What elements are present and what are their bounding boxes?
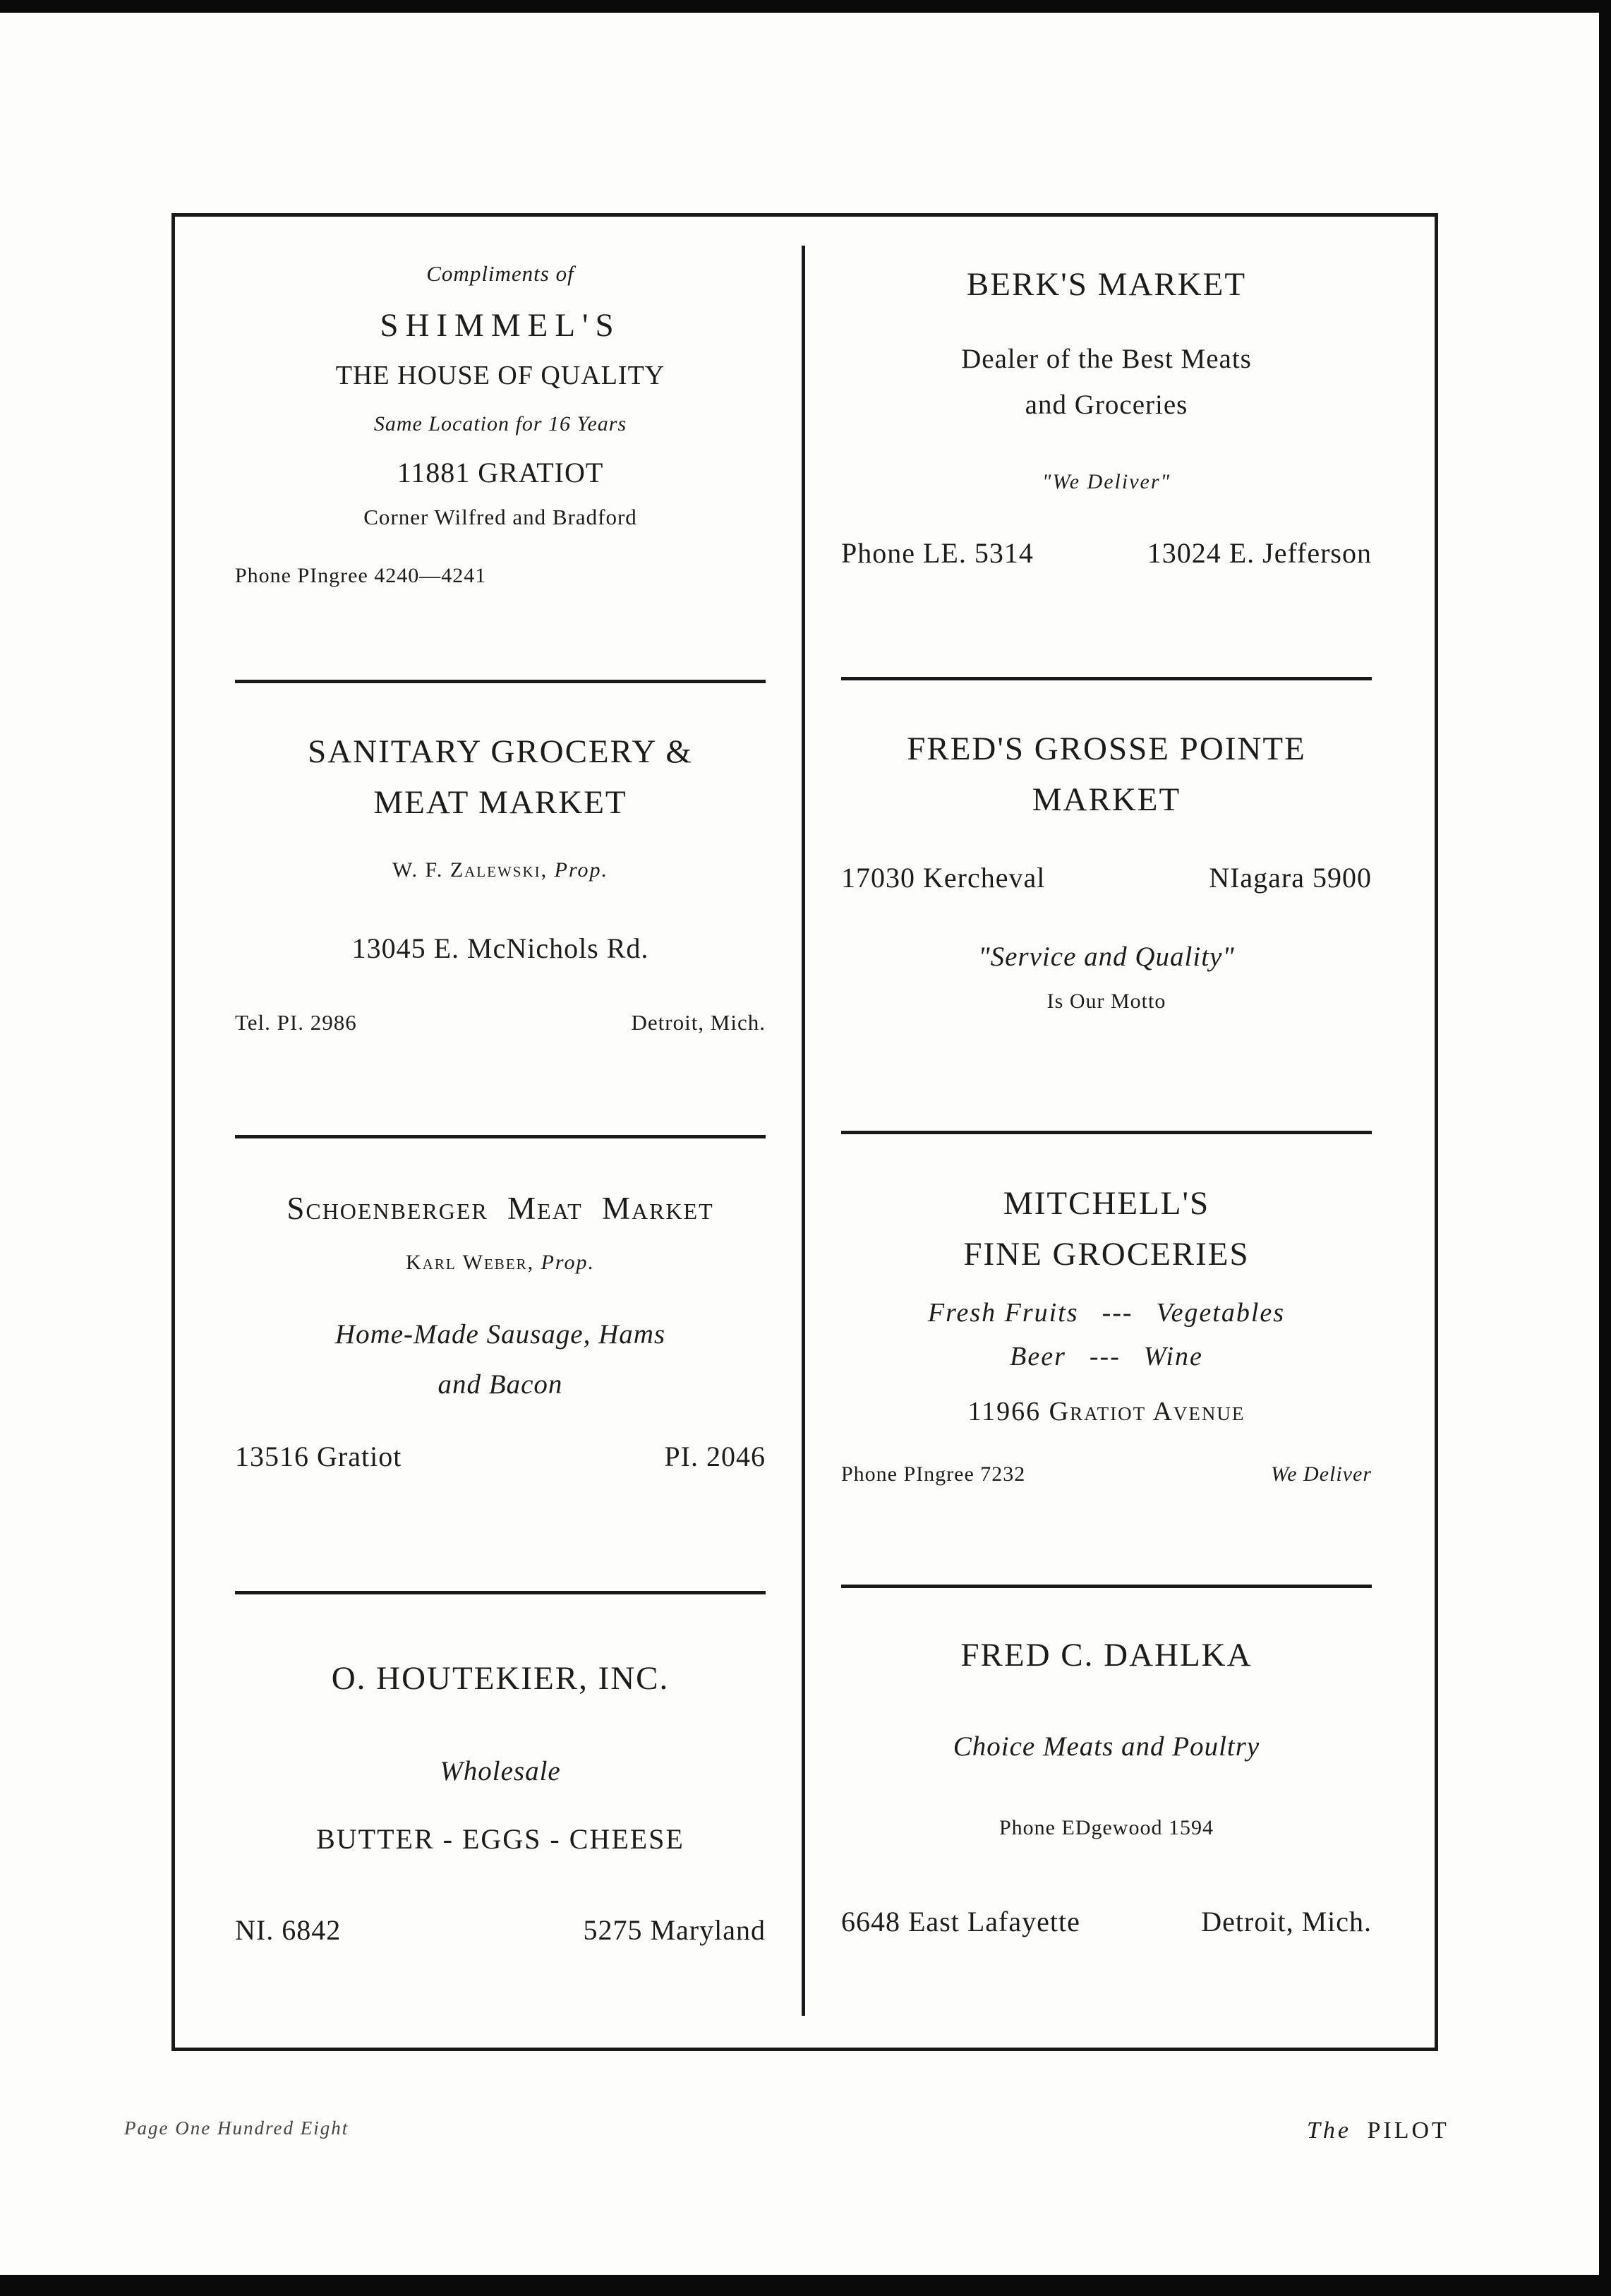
yearbook-page (0, 13, 1599, 2275)
ad-title: SANITARY GROCERY & (308, 733, 693, 770)
ad-phone: Phone PIngree 7232 (841, 1462, 1026, 1486)
ad-title: O. HOUTEKIER, INC. (331, 1660, 670, 1697)
ad-separator (841, 677, 1372, 680)
item-wine: Wine (1143, 1342, 1203, 1371)
ad-address: 13516 Gratiot (235, 1441, 402, 1472)
ad-items-row2 (841, 1341, 1372, 1372)
ad-items-row1 (841, 1297, 1372, 1328)
prop-name: W. F. Zalewski, (392, 858, 548, 882)
page-number: Page One Hundred Eight (124, 2117, 349, 2139)
ad-phone: Phone EDgewood 1594 (999, 1816, 1214, 1839)
ad-separator (841, 1131, 1372, 1134)
ad-separator (841, 1585, 1372, 1588)
ad-title: SHIMMEL'S (380, 307, 621, 344)
ad-mitchells (841, 1184, 1372, 1486)
ad-footer-row (235, 1913, 766, 1947)
ad-address: 5275 Maryland (583, 1914, 766, 1946)
ad-motto-line2: Is Our Motto (1046, 990, 1166, 1013)
ad-title: BERK'S MARKET (966, 266, 1247, 303)
ad-address: 13045 E. McNichols Rd. (351, 932, 649, 964)
ad-houtekier (235, 1659, 766, 1947)
ad-title: FRED'S GROSSE POINTE (907, 731, 1306, 767)
ad-schoenberger (235, 1190, 766, 1473)
ad-desc: Home-Made Sausage, Hams (334, 1319, 666, 1350)
prop-title: Prop. (554, 858, 609, 882)
column-divider (802, 246, 805, 2016)
ad-freds (841, 730, 1372, 1014)
ad-products: BUTTER - EGGS - CHEESE (316, 1823, 684, 1855)
ad-phone: NI. 6842 (235, 1914, 342, 1946)
ad-dahlka (841, 1636, 1372, 1938)
ad-sanitary (235, 733, 766, 1035)
ad-separator (235, 1135, 766, 1138)
ad-proprietor (235, 1251, 766, 1275)
ad-phone: Phone LE. 5314 (841, 537, 1034, 569)
ad-motto: "Service and Quality" (978, 942, 1235, 972)
ad-title: MITCHELL'S (1003, 1185, 1210, 1222)
item-separator: --- (1089, 1342, 1121, 1371)
ad-desc: Dealer of the Best Meats (961, 344, 1252, 374)
ad-footer-row (841, 1462, 1372, 1486)
ad-desc: Choice Meats and Poultry (953, 1731, 1260, 1762)
ad-proprietor (235, 858, 766, 882)
publication-name (1307, 2117, 1449, 2144)
ad-city: Detroit, Mich. (1201, 1906, 1372, 1937)
ad-corner: Corner Wilfred and Bradford (363, 505, 637, 529)
ad-footer-row (841, 536, 1372, 570)
ad-desc-line2: and Groceries (1025, 390, 1188, 420)
publication-the: The (1307, 2117, 1351, 2144)
ad-separator (235, 1591, 766, 1594)
ad-separator (235, 680, 766, 683)
ad-since: Same Location for 16 Years (373, 412, 627, 435)
item-beer: Beer (1010, 1342, 1066, 1371)
ad-address: 11881 GRATIOT (397, 457, 604, 488)
item-vegetables: Vegetables (1156, 1298, 1286, 1328)
ad-contact-row (841, 861, 1372, 894)
item-separator: --- (1102, 1298, 1133, 1328)
ad-footer-row (235, 1010, 766, 1035)
ad-city: Detroit, Mich. (631, 1010, 766, 1035)
prop-title: Prop. (541, 1251, 595, 1274)
ad-title-line2: MEAT MARKET (373, 784, 627, 821)
ad-deliver: "We Deliver" (1042, 470, 1171, 493)
ad-title: Schoenberger Meat Market (286, 1191, 714, 1226)
publication-title: PILOT (1367, 2117, 1449, 2144)
ad-footer-row (841, 1905, 1372, 1938)
ad-title-line2: MARKET (1032, 781, 1181, 818)
ad-phone: Phone PIngree 4240—4241 (235, 564, 487, 587)
ad-tagline: THE HOUSE OF QUALITY (335, 361, 665, 390)
ad-wholesale: Wholesale (440, 1756, 561, 1786)
ad-address: 6648 East Lafayette (841, 1906, 1080, 1937)
ad-footer-row (235, 1440, 766, 1473)
ad-compliments: Compliments of (426, 261, 574, 286)
ad-address: 11966 Gratiot Avenue (967, 1397, 1245, 1426)
ad-phone: Tel. PI. 2986 (235, 1010, 357, 1035)
prop-name: Karl Weber, (406, 1251, 535, 1274)
ad-title-line2: FINE GROCERIES (963, 1236, 1250, 1273)
ad-title: FRED C. DAHLKA (960, 1637, 1253, 1673)
ad-phone: NIagara 5900 (1209, 862, 1372, 894)
ad-berks (841, 265, 1372, 570)
ad-desc-line2: and Bacon (438, 1369, 563, 1400)
ad-address: 17030 Kercheval (841, 862, 1046, 894)
ad-deliver: We Deliver (1270, 1462, 1372, 1486)
ad-phone: PI. 2046 (664, 1441, 766, 1472)
item-fruits: Fresh Fruits (927, 1298, 1079, 1328)
ad-address: 13024 E. Jefferson (1147, 537, 1372, 569)
ad-shimmels (235, 261, 766, 588)
